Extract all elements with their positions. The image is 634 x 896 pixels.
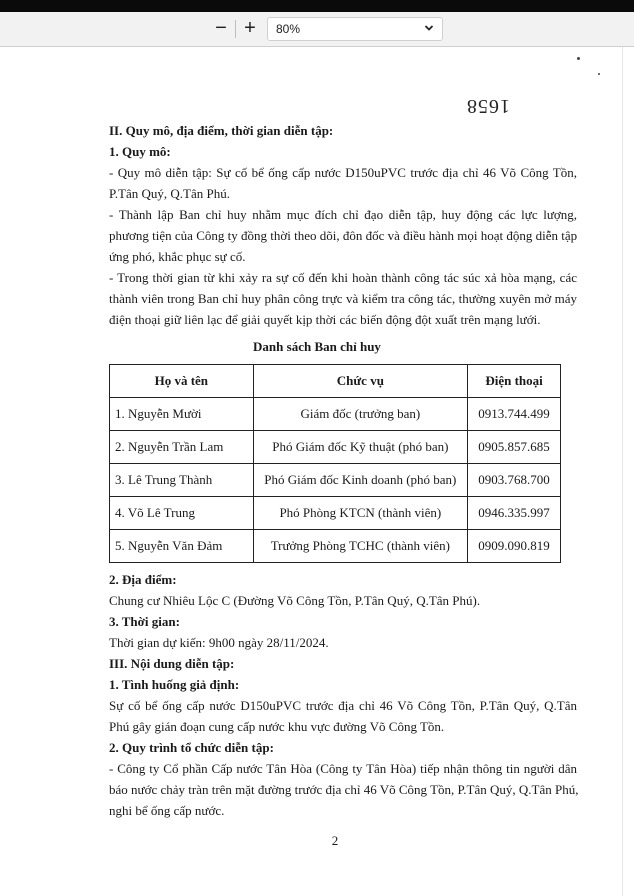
plus-icon: + [244, 17, 256, 39]
paragraph-line: thành viên trong Ban chỉ huy phân công trực và kiểm tra công tác, thường xuyên mở máy [109, 291, 577, 306]
toolbar-divider [235, 20, 236, 38]
cell-name: 1. Nguyễn Mười [110, 398, 254, 431]
paragraph-line: nghi bể ống cấp nước. [109, 803, 225, 818]
paragraph-line: điện thoại giữ liên lạc để giải quyết kịp thời các biến động đột xuất trên mạng lưới. [109, 312, 541, 327]
cell-position: Phó Phòng KTCN (thành viên) [253, 497, 467, 530]
paragraph-line: phương tiện của Công ty đồng thời theo dõi, đôn đốc và điều hành mọi hoạt động diễn tập [109, 228, 578, 243]
time-text: Thời gian dự kiến: 9h00 ngày 28/11/2024. [109, 635, 329, 650]
cell-phone: 0909.090.819 [468, 530, 561, 563]
minus-icon: − [215, 17, 227, 39]
table-row [110, 398, 561, 431]
cell-name: 2. Nguyễn Trần Lam [110, 431, 254, 464]
table-row [110, 497, 561, 530]
scan-speck [577, 57, 580, 60]
cell-position: Phó Giám đốc Kinh doanh (phó ban) [253, 464, 467, 497]
subsection-procedure-heading: 2. Quy trình tổ chức diễn tập: [109, 740, 274, 755]
column-header-name: Họ và tên [110, 365, 254, 398]
table-header-row [110, 365, 561, 398]
chevron-down-icon [424, 23, 434, 33]
column-header-position: Chức vụ [253, 365, 467, 398]
paragraph-line: ứng phó, khắc phục sự cố. [109, 249, 246, 264]
document-stamp-number: 1658 [466, 95, 510, 117]
location-text: Chung cư Nhiêu Lộc C (Đường Võ Công Tồn, P.Tân Quý, Q.Tân Phú). [109, 593, 481, 608]
command-board-table [109, 364, 561, 563]
paragraph-line: Phú gây gián đoạn cung cấp nước khu vực đường Võ Công Tồn. [109, 719, 445, 734]
cell-position: Phó Giám đốc Kỹ thuật (phó ban) [253, 431, 467, 464]
subsection-scale-heading: 1. Quy mô: [109, 144, 171, 159]
scan-speck [598, 73, 600, 75]
cell-name: 3. Lê Trung Thành [110, 464, 254, 497]
subsection-time-heading: 3. Thời gian: [109, 614, 180, 629]
cell-name: 4. Võ Lê Trung [110, 497, 254, 530]
cell-phone: 0913.744.499 [468, 398, 561, 431]
paragraph-line: Sự cố bể ống cấp nước D150uPVC trước địa chỉ 46 Võ Công Tồn, P.Tân Quý, Q.Tân [109, 698, 577, 713]
cell-position: Giám đốc (trưởng ban) [253, 398, 467, 431]
table-row [110, 431, 561, 464]
page-edge [622, 47, 623, 896]
table-row [110, 464, 561, 497]
pdf-toolbar [0, 12, 634, 47]
cell-phone: 0946.335.997 [468, 497, 561, 530]
subsection-location-heading: 2. Địa điểm: [109, 572, 177, 587]
paragraph-line: - Trong thời gian từ khi xảy ra sự cố đến khi hoàn thành công tác súc xả hòa mạng, các [109, 270, 577, 285]
section-2-heading: II. Quy mô, địa điểm, thời gian diễn tập: [109, 123, 334, 138]
paragraph-line: báo nước chảy tràn trên mặt đường trước địa chỉ 46 Võ Công Tồn, P.Tân Quý, Q.Tân Phú, [109, 782, 579, 797]
top-window-bar [0, 0, 634, 12]
cell-name: 5. Nguyễn Văn Đảm [110, 530, 254, 563]
table-row [110, 530, 561, 563]
column-header-phone: Điện thoại [468, 365, 561, 398]
paragraph-line: - Quy mô diễn tập: Sự cố bể ống cấp nước D150uPVC trước địa chỉ 46 Võ Công Tồn, [109, 165, 577, 180]
cell-position: Trưởng Phòng TCHC (thành viên) [253, 530, 467, 563]
paragraph-line: - Thành lập Ban chỉ huy nhằm mục đích chỉ đạo diễn tập, huy động các lực lượng, [109, 207, 577, 222]
zoom-level-value: 80% [276, 22, 301, 36]
table-title: Danh sách Ban chỉ huy [253, 339, 381, 354]
subsection-scenario-heading: 1. Tình huống giả định: [109, 677, 240, 692]
paragraph-line: P.Tân Quý, Q.Tân Phú. [109, 186, 230, 201]
cell-phone: 0905.857.685 [468, 431, 561, 464]
zoom-in-button[interactable] [240, 18, 260, 38]
page-number: 2 [331, 833, 339, 848]
cell-phone: 0903.768.700 [468, 464, 561, 497]
zoom-out-button[interactable] [211, 18, 231, 38]
paragraph-line: - Công ty Cổ phần Cấp nước Tân Hòa (Công ty Tân Hòa) tiếp nhận thông tin người dân [109, 761, 577, 776]
zoom-level-select[interactable] [267, 17, 443, 41]
section-3-heading: III. Nội dung diễn tập: [109, 656, 235, 671]
